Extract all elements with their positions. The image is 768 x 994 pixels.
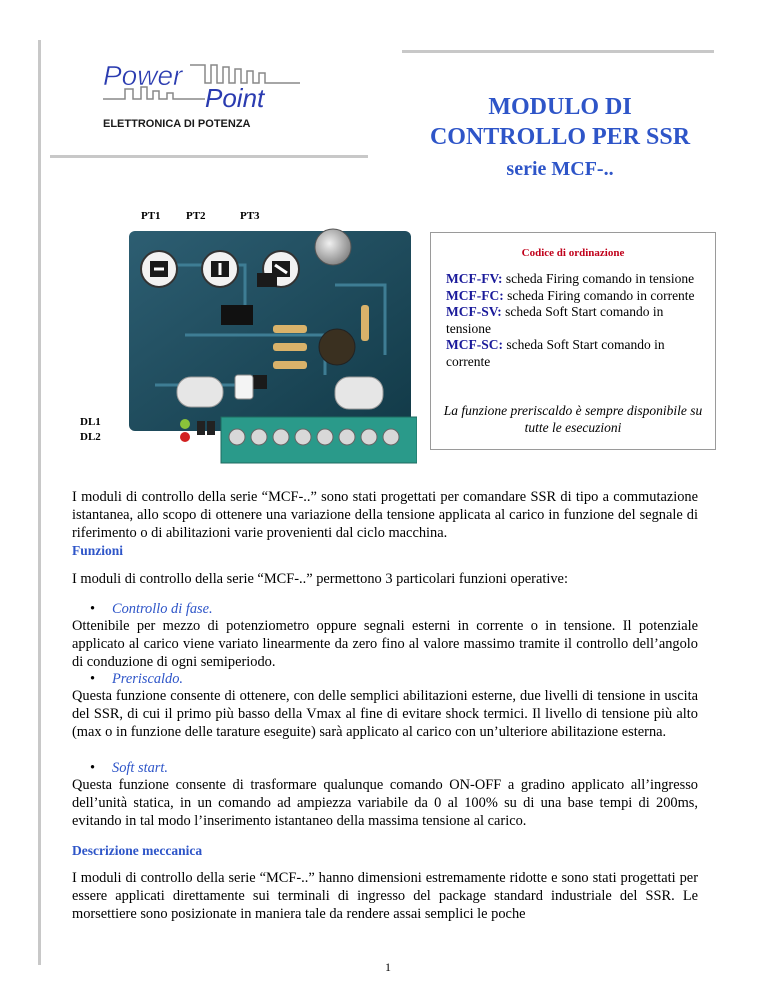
label-pt3: PT3 [240,210,260,222]
company-logo [95,55,305,137]
meccanica-paragraph: I moduli di controllo della serie “MCF-..” hanno dimensioni estremamente ridotte e sono stati progettati per essere applicati direttamente sui terminali di ingresso del package standard industriale del SSR. Le morsettiere sono posizionate in maniera tale da rendere assai semplici le poche [72,870,698,922]
svg-text:Point: Point [205,83,265,113]
order-item-code: MCF-SC: [446,337,503,353]
title-line-2: CONTROLLO PER SSR [429,124,691,150]
bullet-preriscaldo: • Preriscaldo. [90,671,184,687]
label-pt2: PT2 [186,210,206,222]
trimmer-pt1 [141,251,177,287]
svg-text:Power: Power [103,60,183,91]
bullet-text-preriscaldo: Questa funzione consente di ottenere, con delle semplici abilitazioni esterne, due livelli di tensione in uscita del SSR, di cui il primo più basso della Vmax al fine di evitare shock termici. Il livello di tensione più alto (max o in funzione delle tarature eseguite) sarà applicato al carico con un’ulteriore abilitazione esterna. [72,688,698,740]
order-item-desc: scheda Soft Start comando in tensione [446,304,664,336]
label-pt1: PT1 [141,210,161,222]
header-rule-left [50,155,368,158]
svg-text:ELETTRONICA DI POTENZA: ELETTRONICA DI POTENZA [103,118,251,130]
bullet-title: Preriscaldo. [112,671,184,687]
page-number: 1 [385,960,391,974]
section-heading-funzioni: Funzioni [72,543,124,558]
bullet-soft-start: • Soft start. [90,760,168,776]
section-heading-meccanica: Descrizione meccanica [72,843,203,858]
bullet-title: Soft start. [112,760,168,776]
left-margin-rule [38,40,41,965]
order-item [446,304,706,337]
order-code-heading: Codice di ordinazione [521,247,625,259]
order-item-code: MCF-SV: [446,304,502,320]
label-dl2: DL2 [80,431,101,443]
order-item-code: MCF-FC: [446,287,504,303]
title-line-1: MODULO DI [488,94,632,120]
bullet-controllo-fase: • Controllo di fase. [90,601,213,617]
order-item-desc: scheda Soft Start comando in corrente [446,337,665,369]
bullet-title: Controllo di fase. [112,601,213,617]
intro-paragraph: I moduli di controllo della serie “MCF-..” sono stati progettati per comandare SSR di tipo a commutazione istantanea, allo scopo di ottenere una variazione della tensione applicata al carico in funzione del segnale di riferimento o di abilitazioni varie provenienti dal ciclo macchina. [72,489,698,541]
label-dl1: DL1 [80,416,101,428]
bullet-text-controllo-fase: Ottenibile per mezzo di potenziometro oppure segnali esterni in corrente o in tensione. Il potenziale applicato al carico viene variato linearmente da zero fino al valore massimo tramite il controllo dell’angolo di conduzione di ogni semiperiodo. [72,618,698,670]
order-item-desc: scheda Firing comando in corrente [503,287,695,303]
order-item [446,337,706,370]
title-series: serie MCF-.. [506,158,614,180]
order-item [446,288,706,305]
order-item-code: MCF-FV: [446,271,503,286]
funzioni-lead: I moduli di controllo della serie “MCF-..” permettono 3 particolari funzioni operative: [72,571,568,587]
order-item [446,271,706,288]
order-note: La funzione preriscaldo è sempre disponibile su tutte le esecuzioni [443,403,703,435]
header-rule-right [402,50,714,53]
order-item-desc: scheda Firing comando in tensione [502,271,695,286]
trimmer-pt2 [202,251,238,287]
order-code-box [430,232,716,450]
pcb-photo [125,225,417,470]
order-code-list [446,271,706,371]
document-title [400,92,720,184]
bullet-text-soft-start: Questa funzione consente di trasformare qualunque comando ON-OFF a gradino applicato all’ingresso dell’unità statica, in un comando ad ampiezza variabile da 0 al 100% su di una base tempi di 200ms, evitando in tal modo l’inserimento istantaneo della massima tensione al carico. [72,777,698,829]
